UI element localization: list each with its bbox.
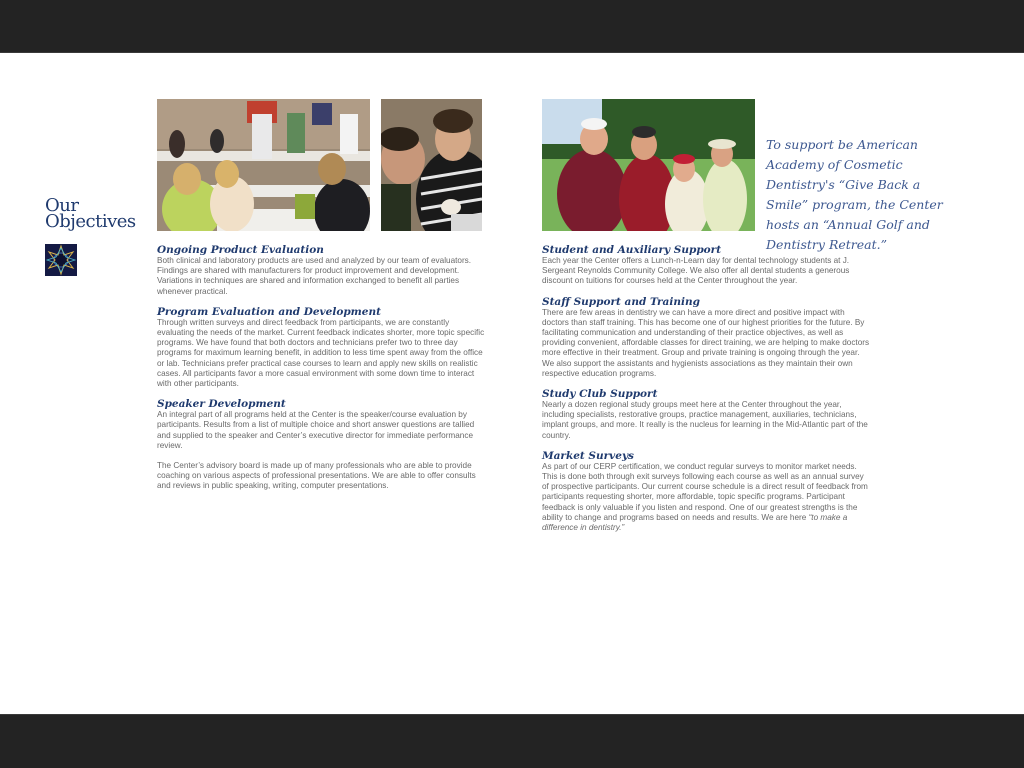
section-body — [542, 462, 872, 533]
section-staff-support — [542, 296, 872, 379]
section-body: Through written surveys and direct feedback from participants, we are constantly evaluating the needs of the market. Current feedback indicates shorter, more topic specific programs. We have found that both doctors and technicians prefer two to three day programs for maximum learning benefit, in addition to less time spent away from the office or lab. Technicians prefer practical case courses to learn and apply new skills on realistic cases. All participants favor a more casual environment with some down time to interact with other participants. — [157, 317, 485, 389]
section-heading: Market Surveys — [542, 449, 634, 462]
section-body-2: The Center’s advisory board is made up of many professionals who are able to provide coaching on various aspects of professional presentations. We are able to offer consults and reviews in public speaking, writing, computer presentations. — [157, 461, 476, 491]
star-emblem-icon — [45, 244, 77, 276]
section-heading: Speaker Development — [157, 398, 286, 411]
section-heading: Program Evaluation and Development — [157, 305, 381, 318]
title-line-2: Objectives — [45, 211, 136, 232]
section-heading: Student and Auxiliary Support — [542, 244, 722, 256]
classroom-photo — [157, 99, 370, 231]
tagline-emphasis: “to make a difference in dentistry.” — [542, 512, 848, 533]
section-body: Nearly a dozen regional study groups meet here at the Center throughout the year, including specialists, restorative groups, practice management, auxiliaries, technicians, implant groups, and more. It really is the nucleus for learning in the Mid-Atlantic part of the country. — [542, 400, 868, 440]
golf-retreat-quote: To support be American Academy of Cosmetic Dentistry's “Give Back a Smile” program, the Center hosts an “Annual Golf and Dentistry Retreat.” — [766, 137, 943, 252]
left-column — [157, 244, 487, 501]
title-line-1: Our — [45, 195, 79, 216]
section-heading: Staff Support and Training — [542, 295, 700, 308]
section-heading: Ongoing Product Evaluation — [157, 244, 324, 256]
section-body: Both clinical and laboratory products are used and analyzed by our team of evaluators. Findings are shared with manufacturers for product improvement and development. Variations in techniques are shared and information exchanged to benefit all parties whenever practical. — [157, 256, 472, 296]
brochure-page — [0, 52, 1024, 715]
section-student-support — [542, 244, 872, 287]
golf-photo — [542, 99, 755, 231]
technicians-photo — [381, 99, 482, 231]
section-body: An integral part of all programs held at the Center is the speaker/course evaluation by participants. Results from a list of multiple choice and short answer questions are tallied and supplied to the speaker and Center’s executive director for immediate performance review. — [157, 410, 475, 450]
section-speaker-development — [157, 398, 487, 491]
section-body-text: As part of our CERP certification, we conduct regular surveys to monitor market needs. This is done both through exit surveys following each course as well as an annual survey of prospective participants. Our current course schedule is a direct result of feedback from participants requesting shorter, more affordable, topic specific programs. Participant feedback is only valuable if you listen and respond. One of our greatest strengths is the ability to change and programs based on needs and results. We are here — [542, 461, 868, 522]
section-program-evaluation — [157, 306, 487, 389]
section-market-surveys — [542, 450, 872, 533]
section-heading: Study Club Support — [542, 388, 658, 401]
page-title — [45, 195, 136, 232]
section-ongoing-product-evaluation — [157, 244, 487, 297]
right-column — [542, 244, 872, 542]
section-body: There are few areas in dentistry we can have a more direct and positive impact with doctors than staff training. This has become one of our highest priorities for the future. By facilitating communication and understanding of their practice objectives, as well as providing convenient, affordable classes for direct training, we are helping to make doctors more effective in their treatment. Group and private training is ongoing through the year. We also support the assistants and hygienists associations as they maintain their own respective education programs. — [542, 307, 870, 378]
section-study-club — [542, 388, 872, 441]
section-body: Each year the Center offers a Lunch-n-Learn day for dental technology students at J. Sergeant Reynolds Community College. We also offer all dental students a generous discount on tuitions for courses held at the Center throughout the year. — [542, 256, 850, 286]
